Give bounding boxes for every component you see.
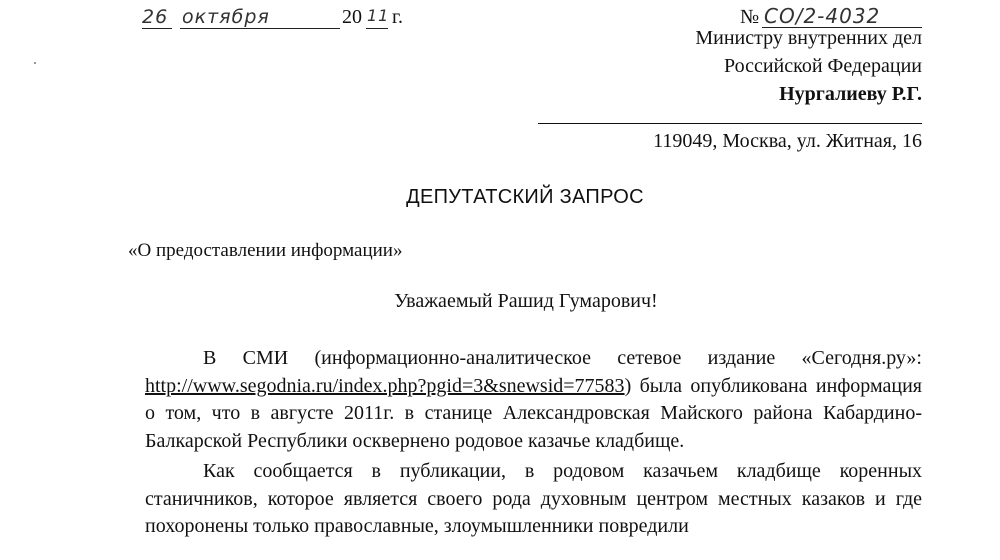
date-year-underline (366, 28, 388, 29)
paragraph-1-lead: В СМИ (информационно-аналитическое сетевое издание «Сегодня.ру»: (203, 347, 922, 369)
addressee-line-1: Министру внутренних дел (695, 27, 922, 49)
date-month: октября (182, 6, 270, 28)
number-sign: № (740, 6, 760, 28)
document-subject: «О предоставлении информации» (128, 240, 403, 261)
date-suffix: г. (392, 6, 403, 28)
addressee-line-2: Российской Федерации (723, 55, 922, 77)
address-divider (538, 123, 922, 124)
body-text (145, 345, 922, 541)
paragraph-2: Как сообщается в публикации, в родовом казачьем кладбище коренных станичников, которое является своего рода духовным центром местных казаков и где похоронены только православные, злоумышленники повредили (145, 460, 922, 537)
addressee-address: 119049, Москва, ул. Житная, 16 (653, 130, 922, 152)
document-title: ДЕПУТАТСКИЙ ЗАПРОС (406, 186, 644, 208)
source-link[interactable]: http://www.segodnia.ru/index.php?pgid=3&snewsid=77583 (145, 374, 625, 397)
addressee-name: Нургалиеву Р.Г. (779, 83, 922, 105)
registration-number-value: СО/2-4032 (764, 4, 881, 28)
date-year-prefix: 20 (342, 6, 362, 28)
addressee-block (695, 24, 922, 108)
date-line (142, 4, 442, 30)
date-day-underline (142, 28, 172, 29)
date-day: 26 (142, 6, 169, 28)
paragraph-1-rest: ) была опубликована информация о том, что в августе 2011г. в станице Александровская Майского района Кабардино-Балкарской Республики осквернено родовое казачье кладбище. (145, 374, 922, 452)
date-month-underline (180, 28, 340, 29)
paragraph-1 (145, 345, 922, 455)
date-year-suffix: 11 (367, 6, 390, 25)
scan-speck (34, 62, 36, 64)
salutation: Уважаемый Рашид Гумарович! (394, 290, 658, 312)
